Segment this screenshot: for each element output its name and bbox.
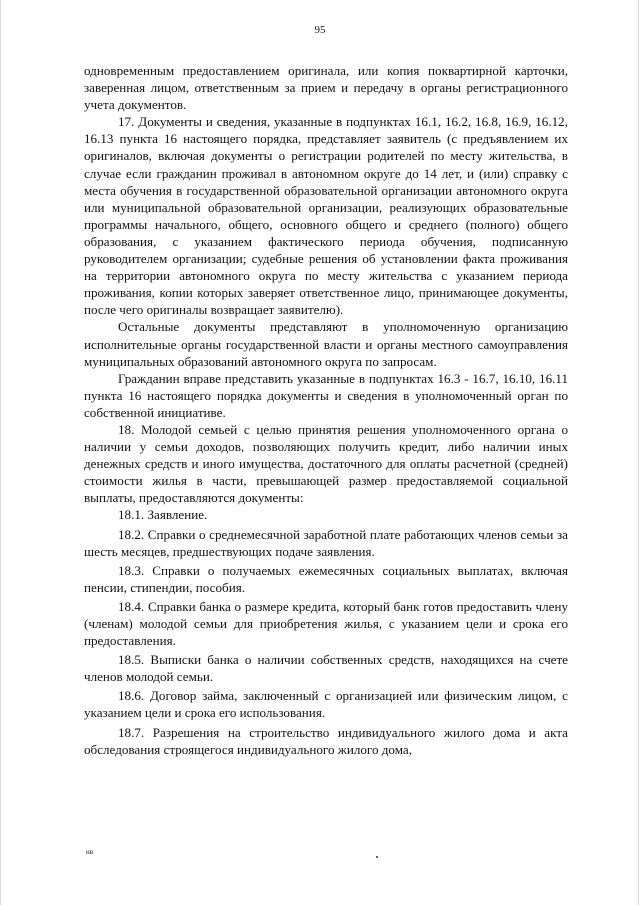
paragraph-18-3: 18.3. Справки о получаемых ежемесячных социальных выплатах, включая пенсии, стипендии, пособия.	[84, 562, 568, 595]
paragraph-citizen-right: Гражданин вправе представить указанные в подпунктах 16.3 - 16.7, 16.10, 16.11 пункта 16 настоящего порядка документы и сведения в уполномоченный орган по собственной инициативе.	[84, 370, 568, 420]
paragraph-18-4: 18.4. Справки банка о размере кредита, который банк готов предоставить члену (членам) молодой семьи для приобретения жилья, с указанием цели и срока его предоставления.	[84, 598, 568, 649]
paragraph-other-documents: Остальные документы представляют в уполномоченную организацию исполнительные органы государственной власти и органы местного самоуправления муниципальных образований автономного округа по запросам.	[84, 319, 568, 369]
footer-dot	[376, 856, 378, 858]
paragraph-17: 17. Документы и сведения, указанные в подпунктах 16.1, 16.2, 16.8, 16.9, 16.12, 16.13 пункта 16 настоящего порядка, представляет заявитель (с предъявлением их оригиналов, включая документы о регистрации родителей по месту жительства, в случае если гражданин проживал в автономном округе до 14 лет, и (или) справку с места обучения в государственной образовательной организации автономного округа или муниципальной образовательной организации, реализующих образовательные программы начального, общего, основного общего и среднего (полного) общего образования, с указанием фактического периода обучения, подписанную руководителем организации; судебные решения об установлении факта проживания на территории автономного округа по месту жительства с указанием периода проживания, копии которых заверяет ответственное лицо, принимающее документы, после чего оригиналы возвращает заявителю).	[84, 114, 568, 318]
paragraph-continuation: одновременным предоставлением оригинала, или копия поквартирной карточки, заверенная лицом, ответственным за прием и передачу в органы регистрационного учета документов.	[84, 63, 568, 113]
document-body	[84, 62, 568, 758]
page-number: 95	[314, 24, 326, 36]
page-edge-right	[638, 0, 639, 905]
paragraph-18-5: 18.5. Выписки банка о наличии собственных средств, находящихся на счете членов молодой семьи.	[84, 652, 568, 685]
page-edge-left	[0, 0, 1, 905]
paragraph-18: 18. Молодой семьей с целью принятия решения уполномоченного органа о наличии у семьи доходов, позволяющих получить кредит, либо наличии иных денежных средств и иного имущества, достаточного для оплаты расчетной (средней) стоимости жилья в части, превышающей размер предоставляемой социальной выплаты, предоставляются документы:	[84, 421, 568, 506]
paragraph-18-1: 18.1. Заявление.	[118, 507, 208, 523]
paragraph-18-2: 18.2. Справки о среднемесячной заработной плате работающих членов семьи за шесть месяцев, предшествующих подаче заявления.	[84, 526, 568, 559]
paragraph-18-7: 18.7. Разрешения на строительство индивидуального жилого дома и акта обследования строящегося индивидуального жилого дома,	[84, 724, 568, 757]
footer-initials: нв	[86, 848, 94, 856]
paragraph-18-6: 18.6. Договор займа, заключенный с организацией или физическим лицом, с указанием цели и срока его использования.	[84, 688, 568, 721]
